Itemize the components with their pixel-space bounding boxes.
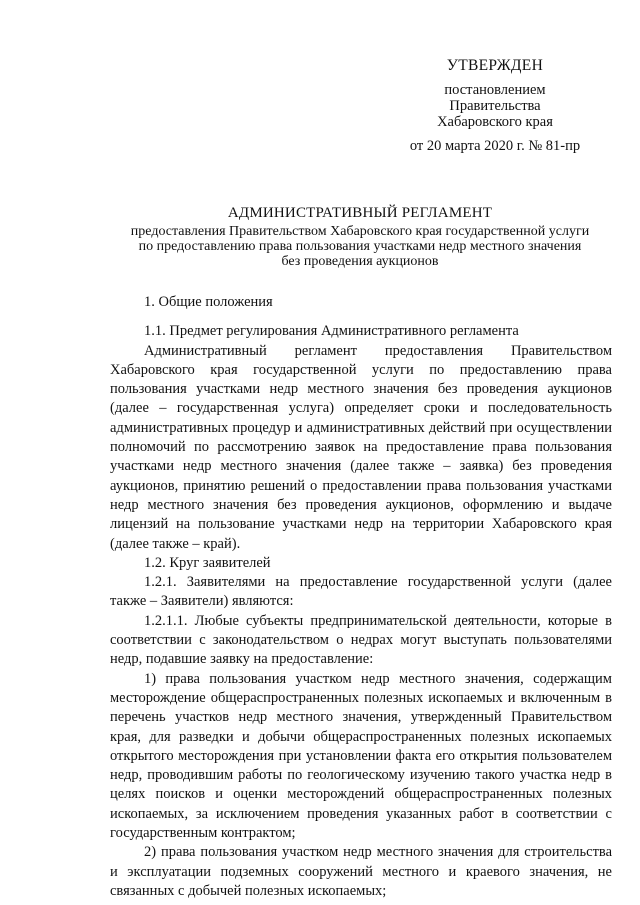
subtitle-line: предоставления Правительством Хабаровского края государственной услуги bbox=[130, 224, 590, 239]
subsection-heading: 1.2. Круг заявителей bbox=[144, 554, 271, 571]
approval-stamp bbox=[390, 58, 600, 154]
document-subtitle bbox=[100, 224, 620, 269]
paragraph: 1.2.1. Заявителями на предоставление государственной услуги (далее также – Заявители) являются: bbox=[110, 574, 612, 610]
approval-title: УТВЕРЖДЕН bbox=[446, 57, 544, 74]
document-title: АДМИНИСТРАТИВНЫЙ РЕГЛАМЕНТ bbox=[227, 205, 493, 221]
subsection-heading: 1.1. Предмет регулирования Административного регламента bbox=[144, 323, 519, 340]
section-heading: 1. Общие положения bbox=[144, 294, 273, 310]
approval-line: постановлением bbox=[444, 82, 546, 98]
approval-line: Хабаровского края bbox=[437, 114, 553, 130]
paragraph: Административный регламент предоставления Правительством Хабаровского края государственной услуги по предоставлению права пользования участками недр местного значения без проведения аукционов (далее – государственная услуга) определяет сроки и последовательность административных процедур и административных действий при осуществлении полномочий по рассмотрению заявок на предоставление права пользования участками недр местного значения (далее также – заявка) без проведения аукционов, принятию решений о предоставлении права пользования участками недр местного значения без проведения аукционов, оформлению и выдаче лицензий на пользование участками недр на территории Хабаровского края (далее также – край). bbox=[110, 342, 612, 552]
paragraph: 2) права пользования участком недр местного значения для строительства и эксплуатации подземных сооружений местного и краевого значения, не связанных с добычей полезных ископаемых; bbox=[110, 844, 612, 899]
paragraph: 1) права пользования участком недр местного значения, содержащим месторождение общераспространенных полезных ископаемых и включенным в перечень участков недр местного значения, утвержденный Правительством края, для разведки и добычи общераспространенных полезных ископаемых открытого месторождения при установлении факта его открытия пользователем недр, проводившим работы по геологическому изучению такого участка недр в целях поисков и оценки месторождений общераспространенных полезных ископаемых, за исключением проведения указанных работ в соответствии с государственным контрактом; bbox=[110, 670, 612, 842]
approval-date: от 20 марта 2020 г. № 81-пр bbox=[409, 138, 581, 154]
subtitle-line: по предоставлению права пользования участками недр местного значения bbox=[138, 239, 582, 254]
approval-line: Правительства bbox=[449, 98, 541, 114]
document-body bbox=[110, 293, 612, 901]
paragraph: 1.2.1.1. Любые субъекты предпринимательской деятельности, которые в соответствии с законодательством о недрах могут выступать пользователями недр, подавшие заявку на предоставление: bbox=[110, 612, 612, 668]
subtitle-line: без проведения аукционов bbox=[281, 254, 439, 269]
